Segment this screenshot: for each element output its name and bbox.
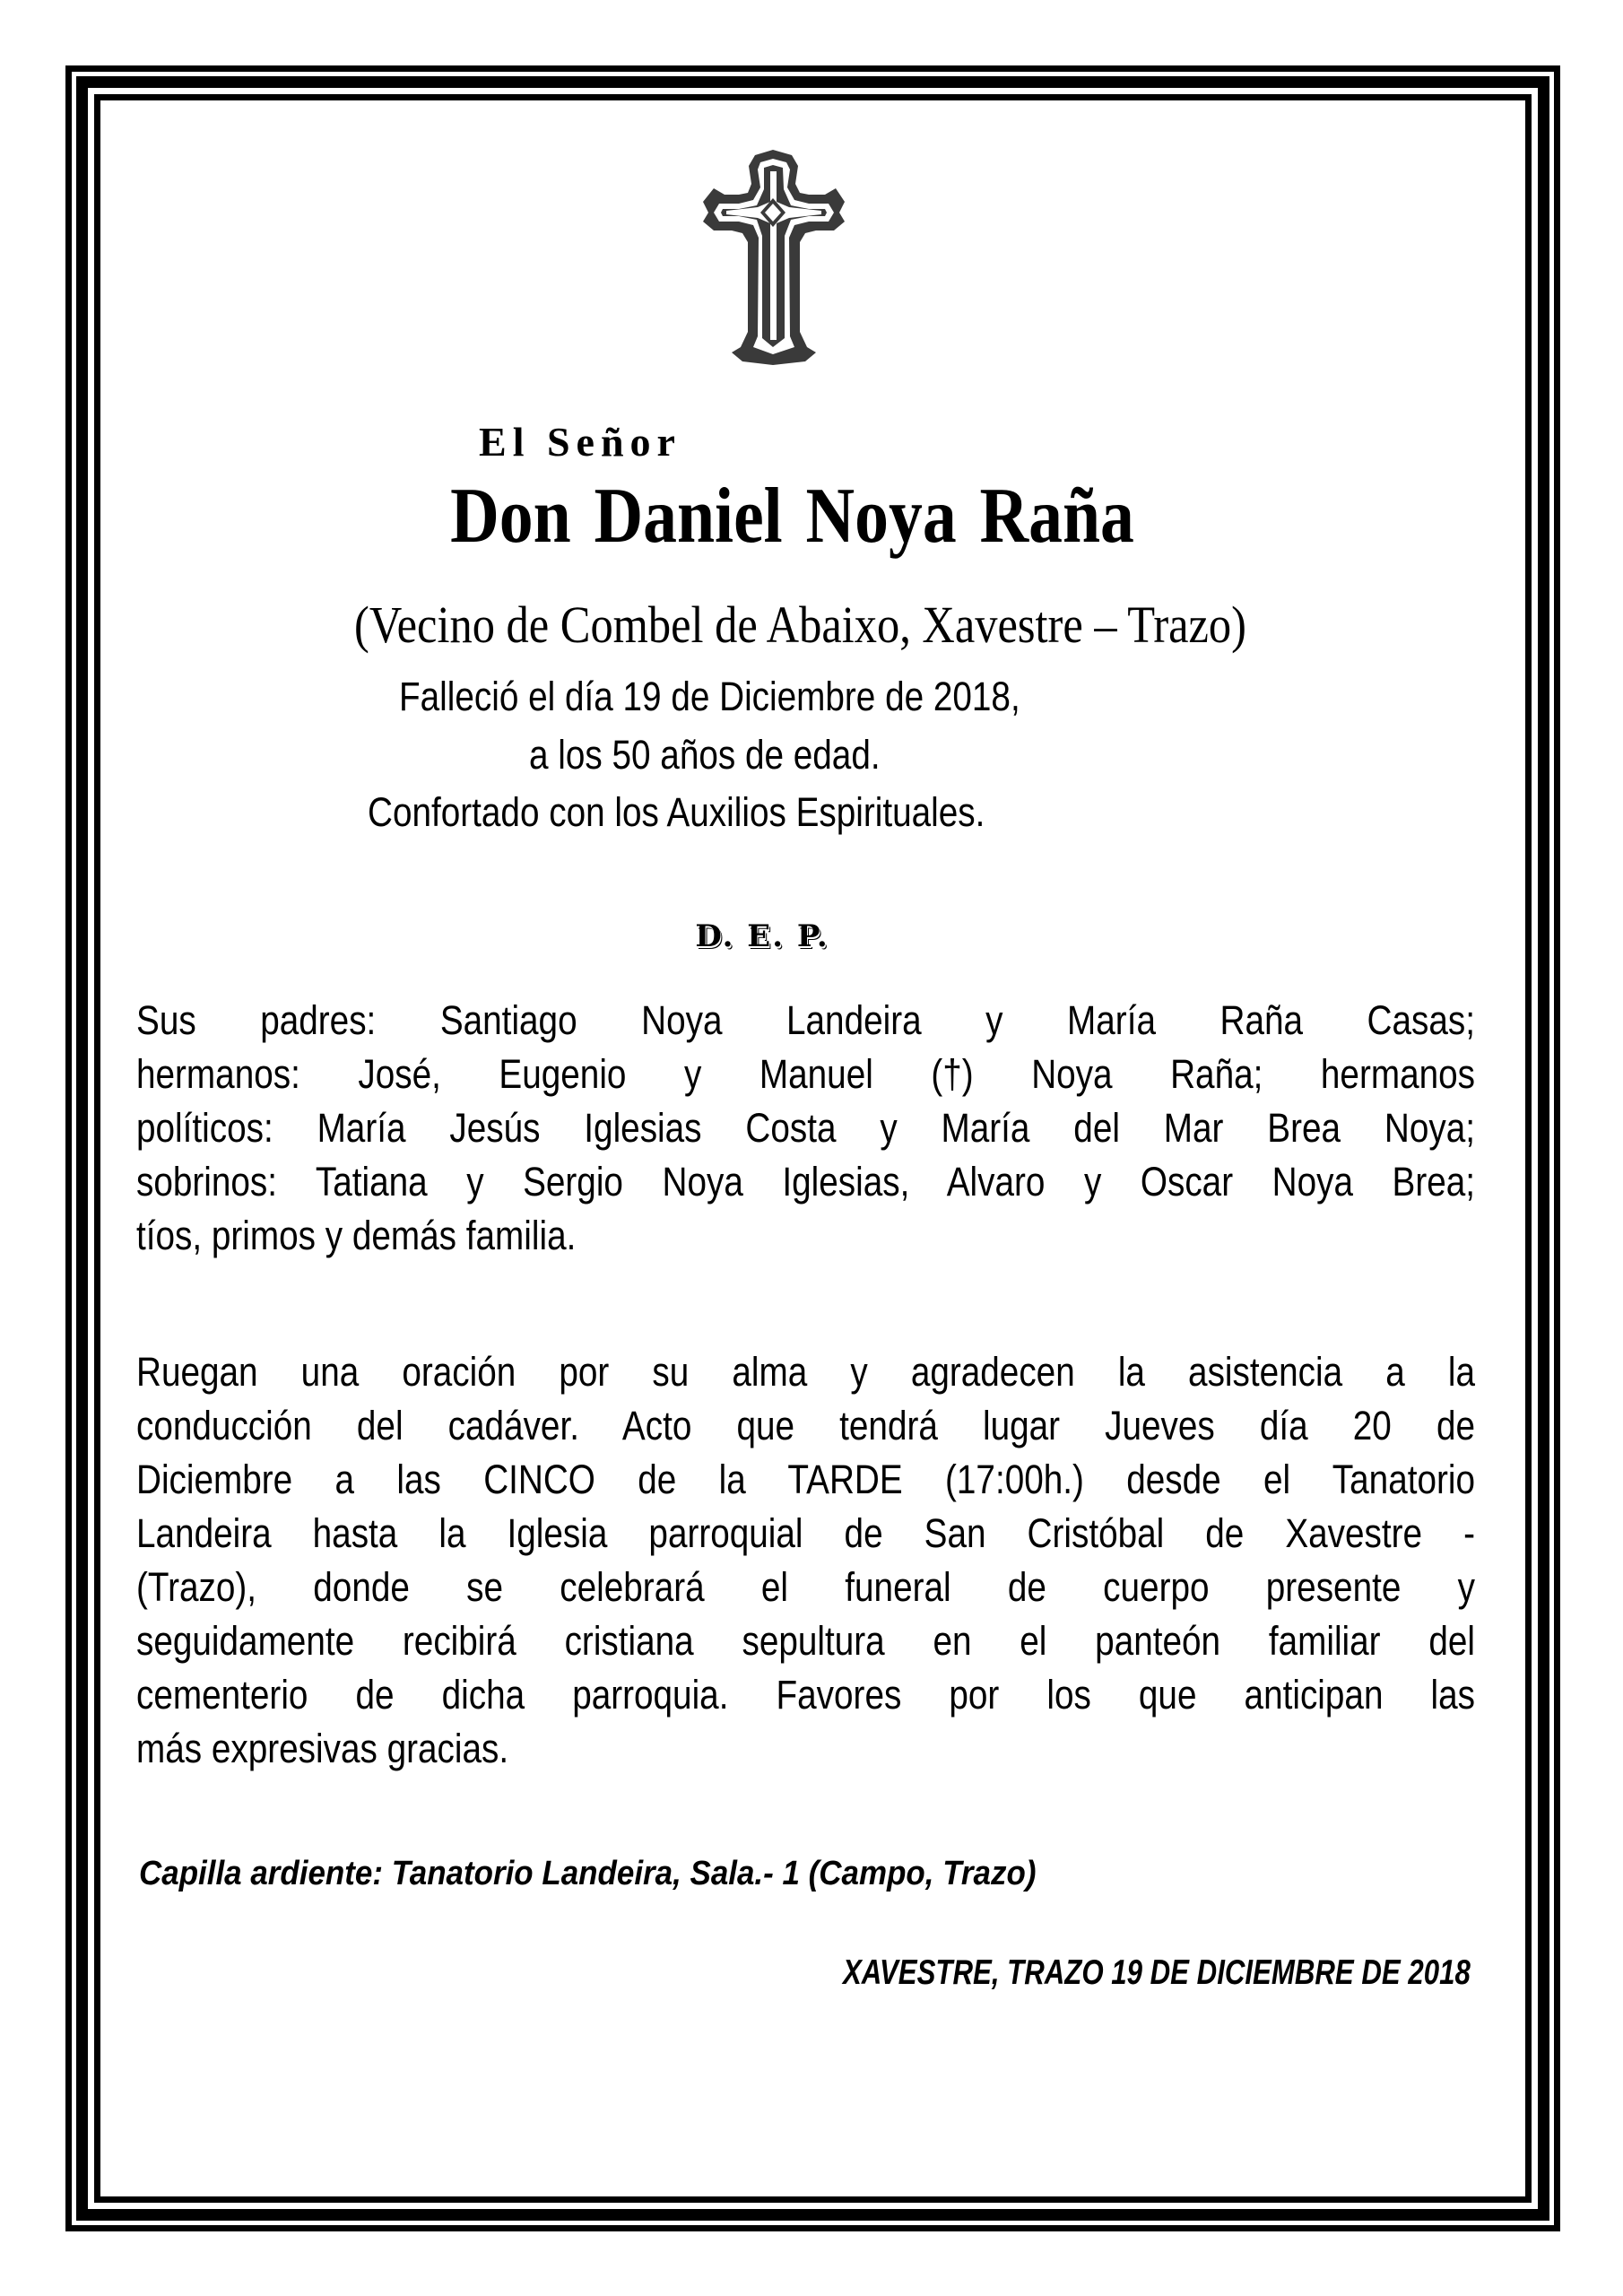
residence-line: (Vecino de Combel de Abaixo, Xavestre – Trazo) — [354, 596, 1246, 654]
paragraph-line: seguidamente recibirá cristiana sepultura en el panteón familiar del — [136, 1618, 1476, 1664]
latin-cross-icon — [699, 148, 847, 368]
deceased-name: Don Daniel Noya Raña — [450, 473, 1134, 560]
place-and-date: XAVESTRE, TRAZO 19 DE DICIEMBRE DE 2018 — [843, 1953, 1471, 1992]
honorific: El Señor — [479, 419, 681, 465]
paragraph-line: políticos: María Jesús Iglesias Costa y María del Mar Brea Noya; — [136, 1105, 1476, 1151]
family-paragraph — [136, 994, 1475, 1263]
paragraph-line: conducción del cadáver. Acto que tendrá lugar Jueves día 20 de — [136, 1403, 1476, 1448]
paragraph-line: Landeira hasta la Iglesia parroquial de San Cristóbal de Xavestre - — [136, 1510, 1476, 1556]
death-date-line: Falleció el día 19 de Diciembre de 2018, — [399, 674, 1020, 719]
paragraph-line: más expresivas gracias. — [136, 1726, 509, 1771]
paragraph-line: sobrinos: Tatiana y Sergio Noya Iglesias, Alvaro y Oscar Noya Brea; — [136, 1159, 1476, 1205]
paragraph-line: Sus padres: Santiago Noya Landeira y María Raña Casas; — [136, 997, 1476, 1043]
paragraph-line: (Trazo), donde se celebrará el funeral de cuerpo presente y — [136, 1564, 1476, 1610]
age-line: a los 50 años de edad. — [529, 732, 881, 778]
paragraph-line: cementerio de dicha parroquia. Favores por los que anticipan las — [136, 1672, 1476, 1718]
request-paragraph — [136, 1345, 1475, 1776]
sacraments-line: Confortado con los Auxilios Espirituales. — [368, 789, 985, 835]
paragraph-line: hermanos: José, Eugenio y Manuel (†) Noya Raña; hermanos — [136, 1051, 1476, 1097]
paragraph-line: tíos, primos y demás familia. — [136, 1213, 577, 1258]
wake-location: Capilla ardiente: Tanatorio Landeira, Sala.- 1 (Campo, Trazo) — [139, 1855, 1037, 1892]
rest-in-peace-abbreviation: D. E. P. — [695, 918, 829, 954]
paragraph-line: Diciembre a las CINCO de la TARDE (17:00h.) desde el Tanatorio — [136, 1457, 1476, 1502]
paragraph-line: Ruegan una oración por su alma y agradecen la asistencia a la — [136, 1349, 1476, 1395]
